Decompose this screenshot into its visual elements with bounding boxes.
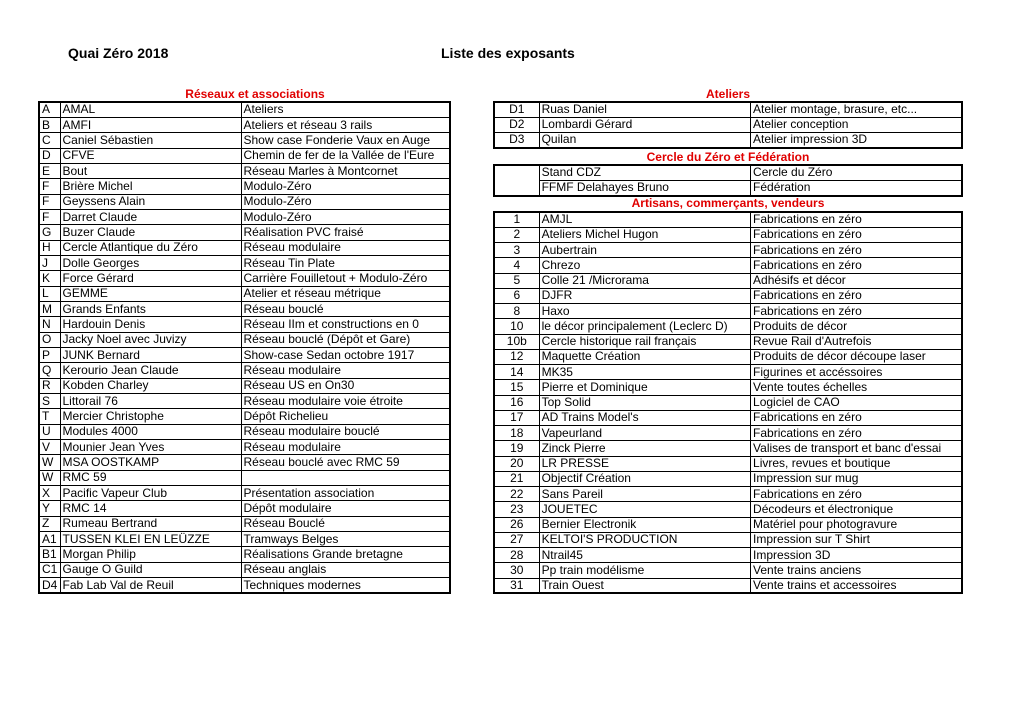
- exhibitor-name: GEMME: [60, 286, 241, 301]
- exhibit-description: Show case Fonderie Vaux en Auge: [241, 133, 450, 148]
- exhibit-description: Fabrications en zéro: [751, 304, 962, 319]
- stand-code: 26: [494, 517, 539, 532]
- exhibitor-name: TUSSEN KLEI EN LEÜZZE: [60, 532, 241, 547]
- stand-code: 19: [494, 441, 539, 456]
- exhibitor-name: Mounier Jean Yves: [60, 440, 241, 455]
- exhibitor-name: Dolle Georges: [60, 255, 241, 270]
- exhibit-description: Chemin de fer de la Vallée de l'Eure: [241, 148, 450, 163]
- table-row: [39, 225, 450, 240]
- stand-code: H: [39, 240, 60, 255]
- exhibitor-name: FFMF Delahayes Bruno: [539, 180, 750, 195]
- stand-code: 5: [494, 273, 539, 288]
- stand-code: D: [39, 148, 60, 163]
- section-title-artisans: Artisans, commerçants, vendeurs: [631, 196, 825, 210]
- table-row: [39, 501, 450, 516]
- table-row: [494, 319, 962, 334]
- exhibit-description: Impression sur T Shirt: [751, 532, 962, 547]
- stand-code: D2: [494, 117, 539, 132]
- stand-code: 10: [494, 319, 539, 334]
- exhibit-description: Impression sur mug: [751, 471, 962, 486]
- exhibitor-name: Cercle Atlantique du Zéro: [60, 240, 241, 255]
- exhibit-description: Produits de décor découpe laser: [751, 349, 962, 364]
- exhibitor-name: Haxo: [539, 304, 750, 319]
- exhibitor-name: Gauge O Guild: [60, 562, 241, 577]
- exhibit-description: Réseau bouclé (Dépôt et Gare): [241, 332, 450, 347]
- table-row: [39, 117, 450, 132]
- stand-code: G: [39, 225, 60, 240]
- stand-code: C1: [39, 562, 60, 577]
- table-row: [39, 470, 450, 485]
- exhibitor-name: Pierre et Dominique: [539, 380, 750, 395]
- table-ateliers: [493, 101, 963, 149]
- exhibitor-name: Aubertrain: [539, 243, 750, 258]
- stand-code: [494, 165, 539, 196]
- exhibit-description: Impression 3D: [751, 548, 962, 563]
- table-row: [39, 486, 450, 501]
- stand-code: F: [39, 194, 60, 209]
- table-row: [494, 258, 962, 273]
- exhibitor-name: MK35: [539, 365, 750, 380]
- stand-code: 17: [494, 410, 539, 425]
- table-artisans: [493, 211, 963, 594]
- exhibitor-name: KELTOI'S PRODUCTION: [539, 532, 750, 547]
- table-row: [494, 180, 962, 195]
- table-row: [494, 288, 962, 303]
- table-row: [39, 286, 450, 301]
- stand-code: Z: [39, 516, 60, 531]
- exhibit-description: Matériel pour photogravure: [751, 517, 962, 532]
- exhibit-description: Réseau bouclé: [241, 301, 450, 316]
- stand-code: 15: [494, 380, 539, 395]
- exhibitor-name: LR PRESSE: [539, 456, 750, 471]
- exhibitor-name: Zinck Pierre: [539, 441, 750, 456]
- exhibitor-name: Mercier Christophe: [60, 409, 241, 424]
- exhibitor-name: Vapeurland: [539, 426, 750, 441]
- stand-code: 20: [494, 456, 539, 471]
- table-row: [39, 209, 450, 224]
- exhibitor-name: Top Solid: [539, 395, 750, 410]
- table-row: [39, 255, 450, 270]
- stand-code: B: [39, 117, 60, 132]
- stand-code: A1: [39, 532, 60, 547]
- table-row: [494, 304, 962, 319]
- stand-code: J: [39, 255, 60, 270]
- exhibitor-name: Kerourio Jean Claude: [60, 363, 241, 378]
- exhibitor-name: AMAL: [60, 102, 241, 117]
- exhibit-description: Atelier montage, brasure, etc...: [751, 102, 962, 117]
- exhibit-description: Fabrications en zéro: [751, 258, 962, 273]
- stand-code: E: [39, 163, 60, 178]
- stand-code: D1: [494, 102, 539, 117]
- exhibitor-name: Ateliers Michel Hugon: [539, 227, 750, 242]
- table-row: [494, 487, 962, 502]
- exhibit-description: Ateliers: [241, 102, 450, 117]
- table-row: [494, 471, 962, 486]
- stand-code: D3: [494, 133, 539, 148]
- exhibit-description: Adhésifs et décor: [751, 273, 962, 288]
- stand-code: 16: [494, 395, 539, 410]
- table-row: [39, 562, 450, 577]
- exhibit-description: Show-case Sedan octobre 1917: [241, 348, 450, 363]
- table-row: [494, 243, 962, 258]
- table-row: [494, 517, 962, 532]
- exhibit-description: Réseau Tin Plate: [241, 255, 450, 270]
- exhibitor-name: Kobden Charley: [60, 378, 241, 393]
- table-row: [39, 271, 450, 286]
- table-row: [39, 547, 450, 562]
- table-row: [494, 563, 962, 578]
- table-cercle: [493, 164, 963, 197]
- exhibit-description: Fabrications en zéro: [751, 426, 962, 441]
- exhibitor-name: Force Gérard: [60, 271, 241, 286]
- exhibitor-name: RMC 14: [60, 501, 241, 516]
- exhibitor-name: Colle 21 /Microrama: [539, 273, 750, 288]
- exhibit-description: Figurines et accéssoires: [751, 365, 962, 380]
- exhibitor-name: JOUETEC: [539, 502, 750, 517]
- table-row: [39, 194, 450, 209]
- exhibit-description: Réseau modulaire bouclé: [241, 424, 450, 439]
- exhibit-description: Carrière Fouilletout + Modulo-Zéro: [241, 271, 450, 286]
- exhibitor-name: Morgan Philip: [60, 547, 241, 562]
- exhibitor-name: Darret Claude: [60, 209, 241, 224]
- table-row: [494, 441, 962, 456]
- stand-code: K: [39, 271, 60, 286]
- exhibit-description: Réseau IIm et constructions en 0: [241, 317, 450, 332]
- stand-code: 2: [494, 227, 539, 242]
- stand-code: O: [39, 332, 60, 347]
- exhibit-description: Atelier et réseau métrique: [241, 286, 450, 301]
- table-row: [494, 117, 962, 132]
- table-row: [39, 440, 450, 455]
- exhibit-description: Modulo-Zéro: [241, 209, 450, 224]
- table-row: [39, 240, 450, 255]
- table-row: [39, 148, 450, 163]
- section-title-ateliers: Ateliers: [705, 87, 751, 101]
- exhibitor-name: Ruas Daniel: [539, 102, 750, 117]
- exhibitor-name: Brière Michel: [60, 179, 241, 194]
- exhibitor-name: Pacific Vapeur Club: [60, 486, 241, 501]
- exhibit-description: Modulo-Zéro: [241, 179, 450, 194]
- table-row: [494, 133, 962, 148]
- stand-code: 27: [494, 532, 539, 547]
- stand-code: F: [39, 209, 60, 224]
- exhibitor-name: DJFR: [539, 288, 750, 303]
- stand-code: A: [39, 102, 60, 117]
- exhibitor-name: Jacky Noel avec Juvizy: [60, 332, 241, 347]
- exhibit-description: Atelier impression 3D: [751, 133, 962, 148]
- table-row: [39, 301, 450, 316]
- exhibitor-name: Modules 4000: [60, 424, 241, 439]
- stand-code: 6: [494, 288, 539, 303]
- exhibit-description: Produits de décor: [751, 319, 962, 334]
- exhibitor-name: Chrezo: [539, 258, 750, 273]
- exhibitor-name: Ntrail45: [539, 548, 750, 563]
- table-row: [39, 424, 450, 439]
- table-row: [494, 395, 962, 410]
- stand-code: 14: [494, 365, 539, 380]
- table-row: [39, 363, 450, 378]
- exhibit-description: Réseau modulaire: [241, 440, 450, 455]
- table-row: [494, 227, 962, 242]
- stand-code: X: [39, 486, 60, 501]
- table-row: [39, 532, 450, 547]
- exhibitor-name: Fab Lab Val de Reuil: [60, 578, 241, 593]
- exhibitor-name: AMFI: [60, 117, 241, 132]
- exhibit-description: Réseau anglais: [241, 562, 450, 577]
- exhibit-description: Fabrications en zéro: [751, 410, 962, 425]
- stand-code: 30: [494, 563, 539, 578]
- stand-code: 31: [494, 578, 539, 593]
- exhibitor-name: Hardouin Denis: [60, 317, 241, 332]
- table-row: [39, 394, 450, 409]
- exhibit-description: Réseau Marles à Montcornet: [241, 163, 450, 178]
- exhibitor-name: MSA OOSTKAMP: [60, 455, 241, 470]
- exhibitor-name: Rumeau Bertrand: [60, 516, 241, 531]
- exhibit-description: [241, 470, 450, 485]
- stand-code: W: [39, 455, 60, 470]
- stand-code: Q: [39, 363, 60, 378]
- table-row: [494, 334, 962, 349]
- stand-code: P: [39, 348, 60, 363]
- exhibitor-name: JUNK Bernard: [60, 348, 241, 363]
- table-row: [494, 426, 962, 441]
- table-row: [39, 317, 450, 332]
- table-row: [39, 133, 450, 148]
- stand-code: 28: [494, 548, 539, 563]
- exhibit-description: Tramways Belges: [241, 532, 450, 547]
- exhibitor-name: Pp train modélisme: [539, 563, 750, 578]
- section-title-cercle: Cercle du Zéro et Fédération: [646, 150, 810, 164]
- table-row: [494, 365, 962, 380]
- exhibitor-name: Grands Enfants: [60, 301, 241, 316]
- exhibit-description: Vente toutes échelles: [751, 380, 962, 395]
- exhibitor-name: Bernier Electronik: [539, 517, 750, 532]
- stand-code: 18: [494, 426, 539, 441]
- exhibitor-name: Cercle historique rail français: [539, 334, 750, 349]
- stand-code: 8: [494, 304, 539, 319]
- stand-code: B1: [39, 547, 60, 562]
- exhibit-description: Dépôt Richelieu: [241, 409, 450, 424]
- table-row: [39, 179, 450, 194]
- exhibit-description: Réseau modulaire: [241, 240, 450, 255]
- exhibitor-name: Caniel Sébastien: [60, 133, 241, 148]
- table-reseaux: [38, 101, 451, 594]
- exhibit-description: Réseau bouclé avec RMC 59: [241, 455, 450, 470]
- stand-code: S: [39, 394, 60, 409]
- exhibit-description: Cercle du Zéro: [751, 165, 962, 180]
- exhibitor-name: Maquette Création: [539, 349, 750, 364]
- stand-code: R: [39, 378, 60, 393]
- list-title: Liste des exposants: [441, 45, 575, 61]
- exhibit-description: Fabrications en zéro: [751, 212, 962, 227]
- table-row: [39, 163, 450, 178]
- exhibit-description: Techniques modernes: [241, 578, 450, 593]
- stand-code: 12: [494, 349, 539, 364]
- exhibit-description: Vente trains anciens: [751, 563, 962, 578]
- exhibitor-name: Sans Pareil: [539, 487, 750, 502]
- exhibit-description: Atelier conception: [751, 117, 962, 132]
- table-row: [494, 548, 962, 563]
- table-row: [39, 578, 450, 593]
- stand-code: 22: [494, 487, 539, 502]
- table-row: [494, 212, 962, 227]
- exhibit-description: Dépôt modulaire: [241, 501, 450, 516]
- table-row: [494, 502, 962, 517]
- stand-code: U: [39, 424, 60, 439]
- stand-code: C: [39, 133, 60, 148]
- stand-code: 21: [494, 471, 539, 486]
- exhibit-description: Ateliers et réseau 3 rails: [241, 117, 450, 132]
- table-row: [494, 410, 962, 425]
- exhibit-description: Fabrications en zéro: [751, 243, 962, 258]
- exhibitor-name: Stand CDZ: [539, 165, 750, 180]
- exhibitor-name: Train Ouest: [539, 578, 750, 593]
- table-row: [39, 332, 450, 347]
- exhibit-description: Revue Rail d'Autrefois: [751, 334, 962, 349]
- exhibitor-name: Objectif Création: [539, 471, 750, 486]
- stand-code: V: [39, 440, 60, 455]
- exhibit-description: Fabrications en zéro: [751, 288, 962, 303]
- table-row: [494, 456, 962, 471]
- stand-code: T: [39, 409, 60, 424]
- exhibit-description: Réalisations Grande bretagne: [241, 547, 450, 562]
- stand-code: N: [39, 317, 60, 332]
- exhibit-description: Réseau modulaire voie étroite: [241, 394, 450, 409]
- table-row: [494, 165, 962, 180]
- stand-code: L: [39, 286, 60, 301]
- stand-code: 4: [494, 258, 539, 273]
- stand-code: M: [39, 301, 60, 316]
- exhibitor-name: Buzer Claude: [60, 225, 241, 240]
- table-row: [39, 348, 450, 363]
- table-row: [39, 455, 450, 470]
- exhibit-description: Fabrications en zéro: [751, 487, 962, 502]
- table-row: [494, 578, 962, 593]
- exhibit-description: Fédération: [751, 180, 962, 195]
- stand-code: F: [39, 179, 60, 194]
- exhibit-description: Livres, revues et boutique: [751, 456, 962, 471]
- exhibit-description: Logiciel de CAO: [751, 395, 962, 410]
- table-row: [494, 380, 962, 395]
- document-title: Quai Zéro 2018: [68, 45, 169, 61]
- exhibit-description: Valises de transport et banc d'essai: [751, 441, 962, 456]
- exhibit-description: Modulo-Zéro: [241, 194, 450, 209]
- exhibit-description: Vente trains et accessoires: [751, 578, 962, 593]
- exhibitor-name: AD Trains Model's: [539, 410, 750, 425]
- exhibitor-name: Geyssens Alain: [60, 194, 241, 209]
- exhibit-description: Réalisation PVC fraisé: [241, 225, 450, 240]
- stand-code: W: [39, 470, 60, 485]
- stand-code: 3: [494, 243, 539, 258]
- table-row: [39, 516, 450, 531]
- table-row: [494, 349, 962, 364]
- table-row: [494, 273, 962, 288]
- exhibit-description: Réseau Bouclé: [241, 516, 450, 531]
- table-row: [39, 409, 450, 424]
- exhibit-description: Réseau modulaire: [241, 363, 450, 378]
- table-row: [494, 102, 962, 117]
- section-title-reseaux: Réseaux et associations: [185, 87, 325, 101]
- table-row: [494, 532, 962, 547]
- exhibitor-name: AMJL: [539, 212, 750, 227]
- exhibitor-name: Lombardi Gérard: [539, 117, 750, 132]
- exhibitor-name: le décor principalement (Leclerc D): [539, 319, 750, 334]
- exhibitor-name: CFVE: [60, 148, 241, 163]
- exhibitor-name: Bout: [60, 163, 241, 178]
- stand-code: 10b: [494, 334, 539, 349]
- stand-code: 1: [494, 212, 539, 227]
- exhibit-description: Réseau US en On30: [241, 378, 450, 393]
- exhibit-description: Décodeurs et électronique: [751, 502, 962, 517]
- table-row: [39, 378, 450, 393]
- exhibitor-name: RMC 59: [60, 470, 241, 485]
- stand-code: 23: [494, 502, 539, 517]
- exhibitor-name: Littorail 76: [60, 394, 241, 409]
- stand-code: Y: [39, 501, 60, 516]
- exhibit-description: Présentation association: [241, 486, 450, 501]
- exhibit-description: Fabrications en zéro: [751, 227, 962, 242]
- table-row: [39, 102, 450, 117]
- stand-code: D4: [39, 578, 60, 593]
- exhibitor-name: Quilan: [539, 133, 750, 148]
